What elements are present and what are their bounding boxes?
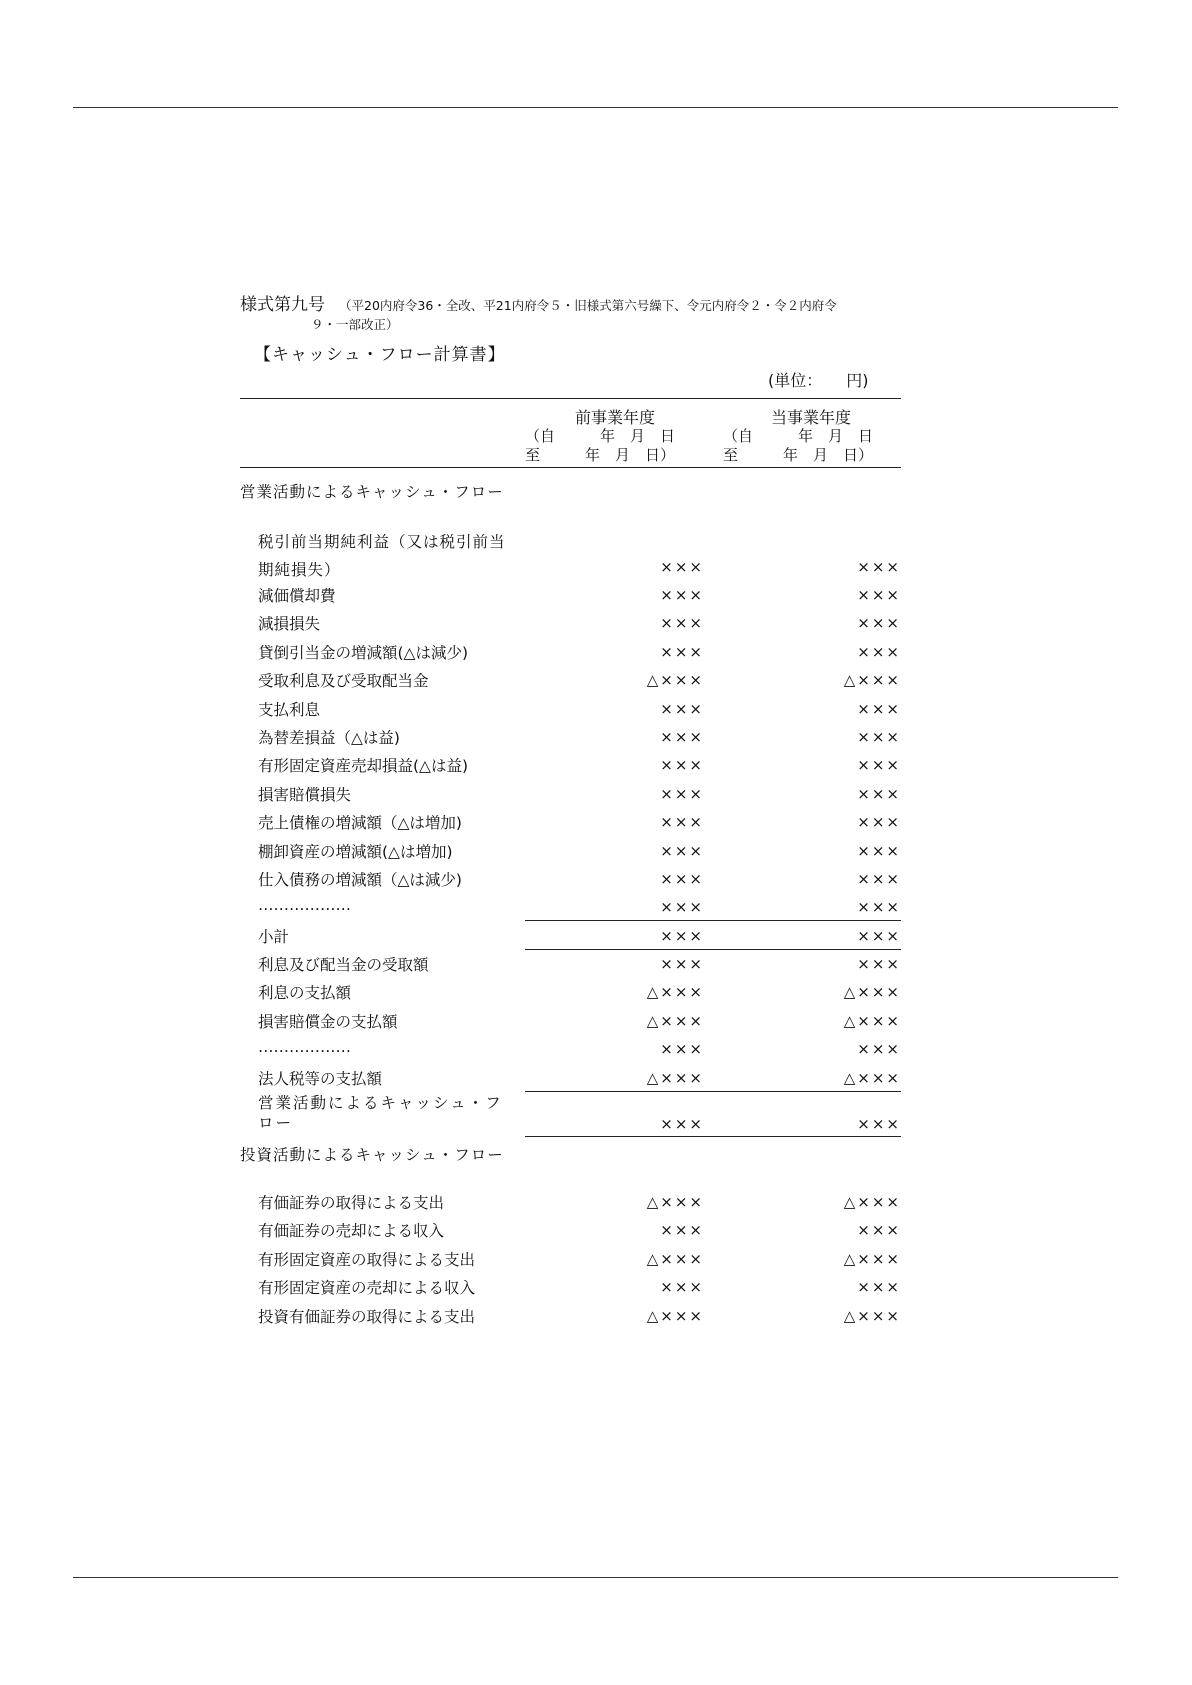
document-title: 【キャッシュ・フロー計算書】 (254, 345, 506, 365)
prev-period-from: （自 年 月 日 (525, 427, 676, 445)
table-row: 利息及び配当金の受取額 ××× ××× (258, 955, 901, 975)
table-row: 減価償却費 ××× ××× (258, 586, 901, 605)
table-row: 法人税等の支払額 △××× △××× (240, 1063, 901, 1091)
unit-label: (単位： 円) (768, 371, 869, 390)
table-row: 減損損失 ××× ××× (258, 614, 901, 634)
table-row: 有価証券の取得による支出 △××× △××× (258, 1193, 901, 1213)
table-row: 売上債権の増減額（△は増加) ××× ××× (258, 813, 901, 833)
table-row: 貸倒引当金の増減額(△は減少) ××× ××× (258, 642, 901, 662)
table-row: 受取利息及び受取配当金 △××× △××× (258, 671, 901, 691)
form-header (240, 290, 837, 315)
cash-flow-statement-table (240, 398, 901, 1329)
table-header (240, 398, 901, 468)
table-row: 利息の支払額 △××× △××× (258, 983, 901, 1003)
curr-period-from: （自 年 月 日 (723, 427, 874, 445)
table-row-subtotal: 小計 ××× ××× (240, 921, 901, 949)
table-row: 損害賠償金の支払額 △××× △××× (258, 1011, 901, 1031)
table-row: 為替差損益（△は益) ××× ××× (258, 727, 901, 747)
table-row: 投資有価証券の取得による支出 △××× △××× (258, 1306, 901, 1326)
page-top-rule (73, 107, 1118, 108)
table-row: 支払利息 ××× ××× (258, 699, 901, 719)
form-amendment-note-continued: ９・一部改正） (311, 317, 399, 332)
table-row: ……………… ××× ××× (258, 1038, 901, 1059)
curr-period-title: 当事業年度 (771, 408, 852, 427)
table-row: 有価証券の売却による収入 ××× ××× (258, 1221, 901, 1241)
curr-period-to: 至 年 月 日） (723, 446, 874, 464)
page-bottom-rule (73, 1577, 1118, 1578)
form-number: 様式第九号 (240, 295, 325, 315)
table-row: 棚卸資産の増減額(△は増加) ××× ××× (258, 841, 901, 861)
table-row: 有形固定資産の取得による支出 △××× △××× (258, 1249, 901, 1269)
section-heading-operating: 営業活動によるキャッシュ・フロー (240, 483, 504, 501)
table-row: 税引前当期純利益（又は税引前当期純損失） ××× ××× (258, 533, 901, 579)
table-row: 有形固定資産売却損益(△は益) ××× ××× (258, 756, 901, 776)
table-row: ……………… ××× ××× (240, 892, 901, 920)
table-row-total-operating: 営業活動によるキャッシュ・フロー ××× ××× (240, 1091, 901, 1137)
prev-period-to: 至 年 月 日） (525, 446, 676, 464)
table-row: 有形固定資産の売却による収入 ××× ××× (258, 1278, 901, 1298)
table-row: 損害賠償損失 ××× ××× (258, 784, 901, 804)
form-amendment-note: （平20内府令36・全改、平21内府令５・旧様式第六号繰下、令元内府令２・令２内府令 (339, 298, 837, 313)
section-heading-investing: 投資活動によるキャッシュ・フロー (240, 1146, 504, 1165)
table-row: 仕入債務の増減額（△は減少) ××× ××× (258, 869, 901, 889)
prev-period-title: 前事業年度 (575, 408, 656, 427)
